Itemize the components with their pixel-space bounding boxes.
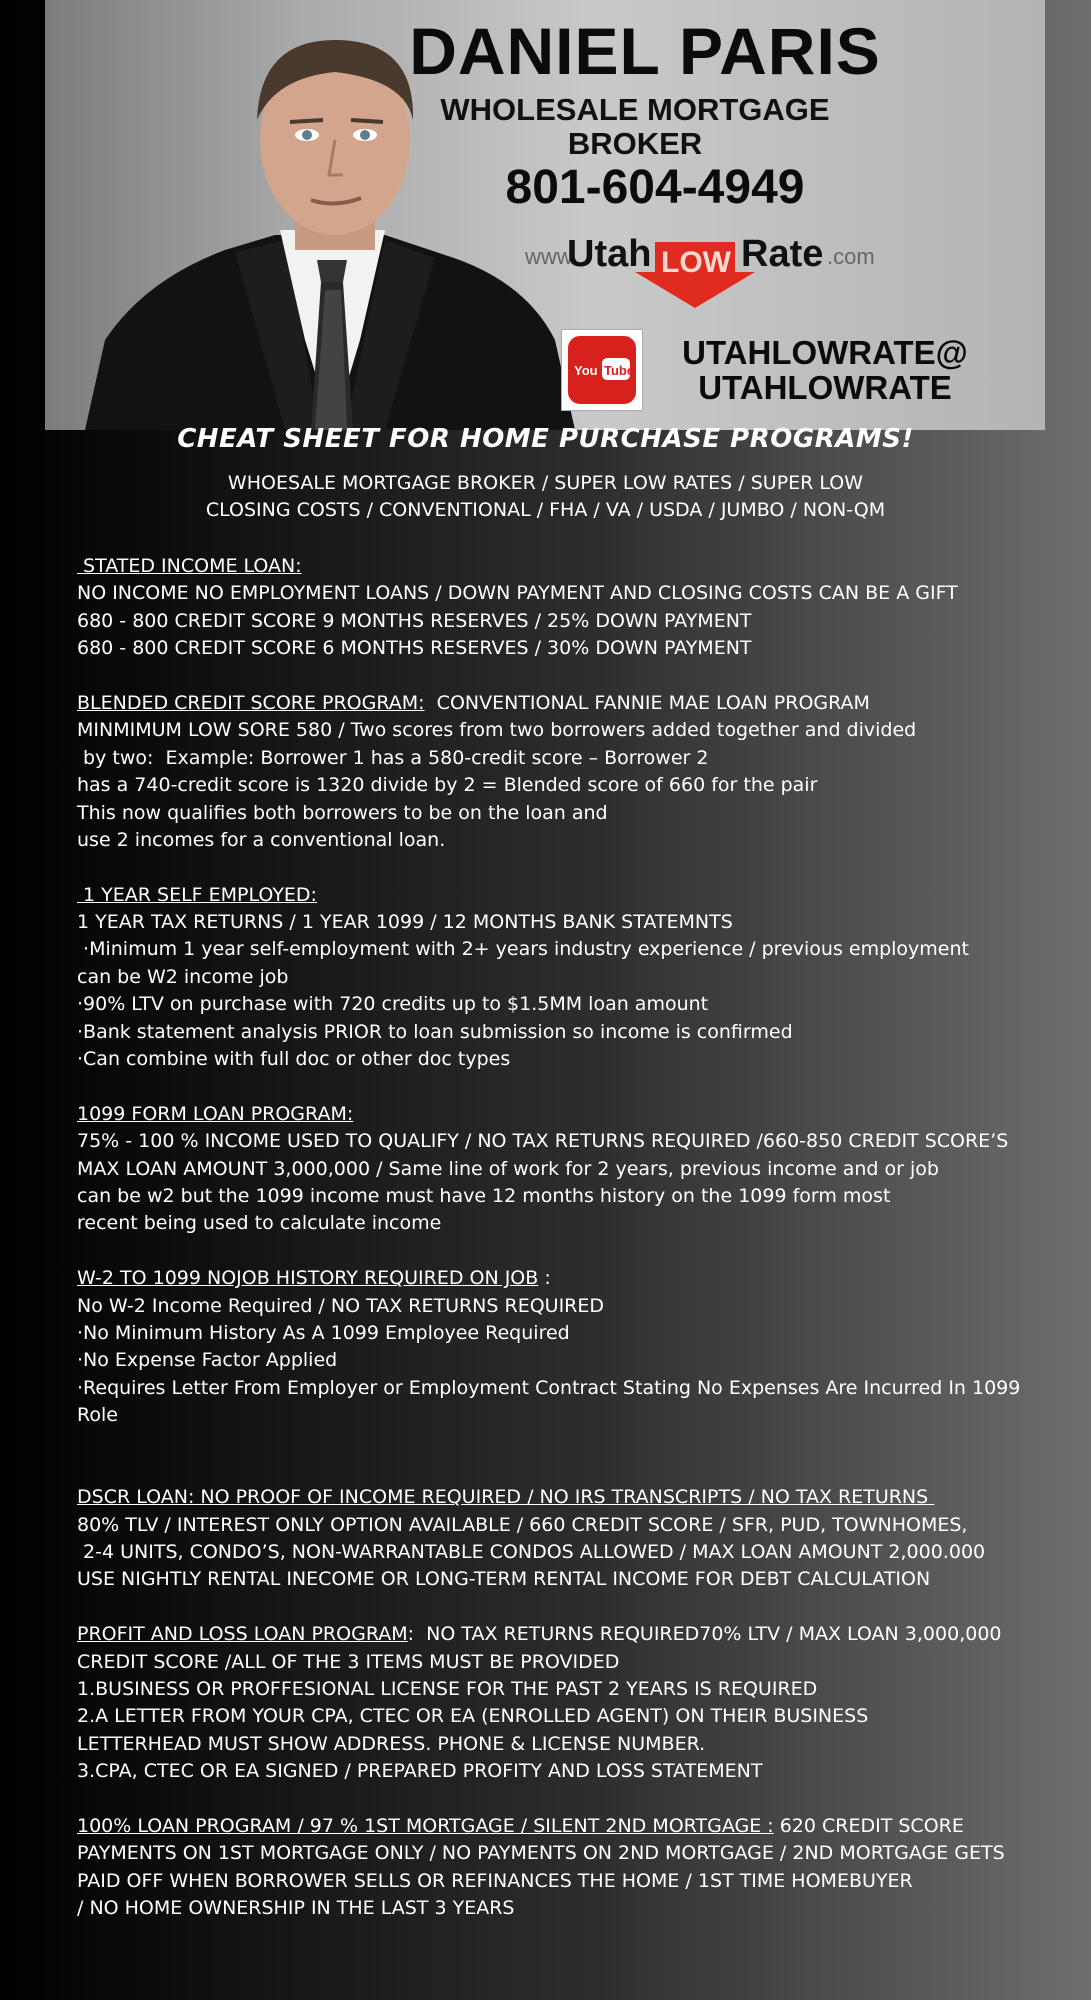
text-line	[77, 1539, 1037, 1566]
text-line	[77, 608, 1037, 635]
line-text: ·No Minimum History As A 1099 Employee Required	[77, 1321, 570, 1344]
section-heading: W-2 TO 1099 NOJOB HISTORY REQUIRED ON JOB	[77, 1267, 539, 1290]
subtitle-line-1: WHOESALE MORTGAGE BROKER / SUPER LOW RATES / SUPER LOW	[227, 472, 864, 494]
text-line	[77, 1512, 1037, 1539]
broker-title-line-1: WHOLESALE MORTGAGE	[440, 92, 830, 127]
text-line	[77, 1347, 1037, 1374]
cheat-sheet-title: CHEAT SHEET FOR HOME PURCHASE PROGRAMS!	[177, 424, 914, 454]
programs-list	[77, 553, 1037, 1923]
text-line	[77, 1156, 1037, 1183]
subtitle-line-2: CLOSING COSTS / CONVENTIONAL / FHA / VA / USDA / JUMBO / NON-QM	[205, 499, 886, 521]
text-line	[77, 1073, 1037, 1100]
logo-prefix: www.	[525, 244, 578, 269]
header-banner	[45, 0, 1045, 430]
section-heading: 100% LOAN PROGRAM / 97 % 1ST MORTGAGE / SILENT 2ND MORTGAGE :	[77, 1814, 774, 1837]
logo-word-utah: Utah	[567, 233, 652, 275]
line-text: PAID OFF WHEN BORROWER SELLS OR REFINANCES THE HOME / 1ST TIME HOMEBUYER	[77, 1869, 913, 1892]
line-text: ·90% LTV on purchase with 720 credits up to $1.5MM loan amount	[77, 993, 709, 1016]
line-text: 75% - 100 % INCOME USED TO QUALIFY / NO TAX RETURNS REQUIRED /660-850 CREDIT SCORE’S	[77, 1130, 1009, 1153]
text-line	[77, 1868, 1037, 1895]
line-text: ·Requires Letter From Employer or Employment Contract Stating No Expenses Are Incurred In 1099	[77, 1376, 1021, 1399]
phone-number[interactable]: 801-604-4949	[505, 161, 805, 214]
contact-line-1: UTAHLOWRATE@	[682, 334, 968, 371]
line-text: CONVENTIONAL FANNIE MAE LOAN PROGRAM	[424, 691, 870, 714]
line-text: 1 YEAR TAX RETURNS / 1 YEAR 1099 / 12 MONTHS BANK STATEMNTS	[77, 911, 733, 934]
line-text: has a 740-credit score is 1320 divide by 2 = Blended score of 660 for the pair	[77, 774, 818, 797]
text-line	[77, 1183, 1037, 1210]
section-heading: BLENDED CREDIT SCORE PROGRAM:	[77, 691, 425, 714]
line-text: ·Can combine with full doc or other doc types	[77, 1048, 511, 1071]
text-line	[77, 745, 1037, 772]
text-line	[77, 882, 1037, 909]
text-line	[77, 1649, 1037, 1676]
utahlowrate-logo[interactable]	[515, 222, 935, 312]
text-line	[77, 1813, 1037, 1840]
text-line	[77, 717, 1037, 744]
text-line	[77, 1019, 1037, 1046]
section-heading: PROFIT AND LOSS LOAN PROGRAM	[77, 1623, 408, 1646]
line-text: No W-2 Income Required / NO TAX RETURNS REQUIRED	[77, 1294, 605, 1317]
text-line	[77, 663, 1037, 690]
line-text: Role	[77, 1404, 118, 1427]
line-text: recent being used to calculate income	[77, 1212, 442, 1235]
text-line	[77, 1594, 1037, 1621]
text-line	[77, 991, 1037, 1018]
svg-text:Tube: Tube	[604, 363, 635, 378]
line-text: :	[538, 1267, 551, 1290]
section-heading: STATED INCOME LOAN:	[77, 555, 302, 577]
line-text: LETTERHEAD MUST SHOW ADDRESS. PHONE & LICENSE NUMBER.	[77, 1732, 706, 1755]
line-text: MINMIMUM LOW SORE 580 / Two scores from two borrowers added together and divided	[77, 719, 917, 742]
text-line	[77, 1786, 1037, 1813]
line-text: can be W2 income job	[77, 965, 289, 988]
text-line	[77, 909, 1037, 936]
text-line	[77, 635, 1037, 662]
logo-word-rate: Rate	[741, 233, 824, 275]
text-line	[77, 1758, 1037, 1785]
contact-line-2: UTAHLOWRATE	[698, 368, 952, 406]
broker-title-line-2: BROKER	[567, 126, 703, 161]
subtitle	[0, 470, 1091, 524]
line-text: PAYMENTS ON 1ST MORTGAGE ONLY / NO PAYMENTS ON 2ND MORTGAGE / 2ND MORTGAGE GETS	[77, 1842, 1005, 1865]
text-line	[77, 800, 1037, 827]
svg-text:You: You	[574, 363, 598, 378]
text-line	[77, 1210, 1037, 1237]
text-line	[77, 1457, 1037, 1484]
youtube-handle[interactable]	[675, 336, 975, 405]
line-text: NO INCOME NO EMPLOYMENT LOANS / DOWN PAYMENT AND CLOSING COSTS CAN BE A GIFT	[77, 582, 958, 605]
text-line	[77, 827, 1037, 854]
text-line	[77, 1484, 1037, 1511]
line-text: CREDIT SCORE /ALL OF THE 3 ITEMS MUST BE PROVIDED	[77, 1650, 620, 1673]
line-text: / NO HOME OWNERSHIP IN THE LAST 3 YEARS	[77, 1897, 515, 1920]
text-line	[77, 936, 1037, 963]
text-line	[77, 553, 1037, 580]
line-text: 2-4 UNITS, CONDO’S, NON-WARRANTABLE CONDOS ALLOWED / MAX LOAN AMOUNT 2,000.000	[77, 1541, 986, 1564]
line-text: use 2 incomes for a conventional loan.	[77, 828, 446, 851]
logo-word-low: LOW	[661, 246, 731, 279]
text-line	[77, 1676, 1037, 1703]
section-heading: 1099 FORM LOAN PROGRAM:	[77, 1102, 354, 1125]
line-text: 3.CPA, CTEC OR EA SIGNED / PREPARED PROFITY AND LOSS STATEMENT	[77, 1760, 763, 1783]
text-line	[77, 1731, 1037, 1758]
section-heading: DSCR LOAN: NO PROOF OF INCOME REQUIRED / NO IRS TRANSCRIPTS / NO TAX RETURNS	[77, 1486, 935, 1509]
line-text: can be w2 but the 1099 income must have 12 months history on the 1099 form most	[77, 1184, 891, 1207]
text-line	[77, 1046, 1037, 1073]
line-text: 80% TLV / INTEREST ONLY OPTION AVAILABLE / 660 CREDIT SCORE / SFR, PUD, TOWNHOMES,	[77, 1513, 968, 1536]
line-text: : NO TAX RETURNS REQUIRED70% LTV / MAX LOAN 3,000,000	[407, 1623, 1002, 1646]
text-line	[77, 1895, 1037, 1922]
text-line	[77, 1430, 1037, 1457]
text-line	[77, 1265, 1037, 1292]
text-line	[77, 1320, 1037, 1347]
logo-suffix: .com	[827, 244, 875, 269]
line-text: ·Bank statement analysis PRIOR to loan submission so income is confirmed	[77, 1020, 793, 1043]
line-text: This now qualifies both borrowers to be on the loan and	[77, 801, 608, 824]
text-line	[77, 964, 1037, 991]
text-line	[77, 1402, 1037, 1429]
youtube-icon[interactable]	[561, 329, 643, 411]
line-text: 2.A LETTER FROM YOUR CPA, CTEC OR EA (ENROLLED AGENT) ON THEIR BUSINESS	[77, 1705, 869, 1728]
line-text: USE NIGHTLY RENTAL INECOME OR LONG-TERM RENTAL INCOME FOR DEBT CALCULATION	[77, 1568, 931, 1591]
section-heading: 1 YEAR SELF EMPLOYED:	[77, 883, 317, 906]
text-line	[77, 1375, 1037, 1402]
line-text: 620 CREDIT SCORE	[773, 1814, 964, 1837]
text-line	[77, 1566, 1037, 1593]
text-line	[77, 1840, 1037, 1867]
text-line	[77, 1128, 1037, 1155]
line-text: ·Minimum 1 year self-employment with 2+ years industry experience / previous employment	[77, 938, 969, 961]
text-line	[77, 1101, 1037, 1128]
line-text: 680 - 800 CREDIT SCORE 9 MONTHS RESERVES / 25% DOWN PAYMENT	[77, 609, 752, 632]
text-line	[77, 1703, 1037, 1730]
line-text: 680 - 800 CREDIT SCORE 6 MONTHS RESERVES / 30% DOWN PAYMENT	[77, 637, 752, 660]
line-text: 1.BUSINESS OR PROFFESIONAL LICENSE FOR THE PAST 2 YEARS IS REQUIRED	[77, 1678, 818, 1701]
line-text: MAX LOAN AMOUNT 3,000,000 / Same line of work for 2 years, previous income and or job	[77, 1157, 939, 1180]
line-text: by two: Example: Borrower 1 has a 580-credit score – Borrower 2	[77, 746, 709, 769]
line-text: ·No Expense Factor Applied	[77, 1349, 338, 1372]
text-line	[77, 580, 1037, 607]
text-line	[77, 1293, 1037, 1320]
text-line	[77, 854, 1037, 881]
text-line	[77, 690, 1037, 717]
text-line	[77, 772, 1037, 799]
text-line	[77, 1621, 1037, 1648]
broker-name: DANIEL PARIS	[409, 14, 881, 88]
text-line	[77, 1238, 1037, 1265]
